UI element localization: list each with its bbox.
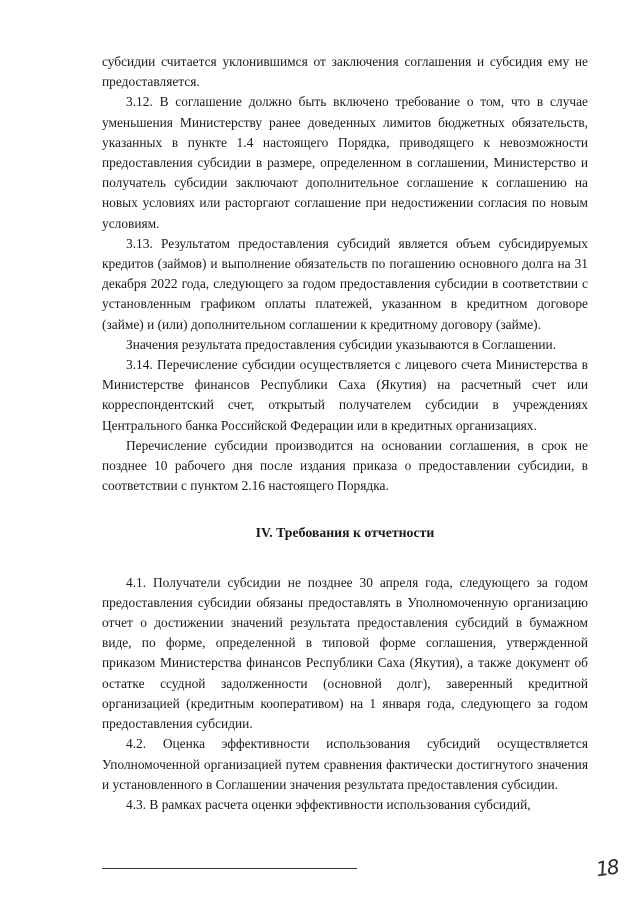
paragraphs-top [102, 52, 588, 496]
paragraph-p3-14b: Перечисление субсидии производится на основании соглашения, в срок не позднее 10 рабочего дня после издания приказа о предоставлении субсидии, в соответствии с пунктом 2.16 настоящего Порядка. [102, 437, 588, 494]
paragraphs-bottom [102, 573, 588, 815]
page-number: 18 [594, 854, 620, 882]
paragraph-p3-13: 3.13. Результатом предоставления субсидий является объем субсидируемых кредитов (займов) и выполнение обязательств по погашению основного долга на 31 декабря 2022 года, следующего за годом предоставления субсидии в соответствии с установленным графиком оплаты платежей, указанном в кредитном договоре (займе) и (или) дополнительном соглашении к кредитному договору (займе). [102, 235, 588, 332]
paragraph-p3-14: 3.14. Перечисление субсидии осуществляется с лицевого счета Министерства в Министерстве финансов Республики Саха (Якутия) на расчетный счет или корреспондентский счет, открытый получателем субсидии в учреждениях Центрального банка Российской Федерации или в кредитных организациях. [102, 357, 588, 433]
paragraph-cont: субсидии считается уклонившимся от заключения соглашения и субсидия ему не предоставляется. [102, 54, 588, 90]
paragraph-p3-13b: Значения результата предоставления субсидии указываются в Соглашении. [126, 336, 557, 352]
document-body [102, 52, 588, 815]
paragraph-p4-1: 4.1. Получатели субсидии не позднее 30 апреля года, следующего за годом предоставления субсидии обязаны предоставлять в Уполномоченную организацию отчет о достижении значений результата предоставления субсидий в бумажном виде, по форме, определенной в типовой форме соглашения, утвержденной приказом Министерства финансов Республики Саха (Якутия), а также документ об остатке ссудной задолженности (основной долг), заверенный кредитной организацией (кредитным кооперативом) на 1 января года, следующего за годом предоставления субсидии. [102, 574, 588, 732]
paragraph-p4-3: 4.3. В рамках расчета оценки эффективности использования субсидий, [126, 796, 531, 812]
paragraph-p3-12: 3.12. В соглашение должно быть включено требование о том, что в случае уменьшения Министерству ранее доведенных лимитов бюджетных обязательств, указанных в пункте 1.4 настоящего Порядка, приводящего к невозможности предоставления субсидии в размере, определенном в соглашении, Министерство и получатель субсидии заключают дополнительное соглашение к соглашению на новых условиях или расторгают соглашение при недостижении согласия по новым условиям. [102, 94, 588, 231]
footnote-rule [102, 868, 357, 869]
section-heading: IV. Требования к отчетности [255, 525, 435, 541]
paragraph-p4-2: 4.2. Оценка эффективности использования субсидий осуществляется Уполномоченной организацией путем сравнения фактически достигнутого значения и установленного в Соглашении значения результата предоставления субсидии. [102, 736, 588, 792]
